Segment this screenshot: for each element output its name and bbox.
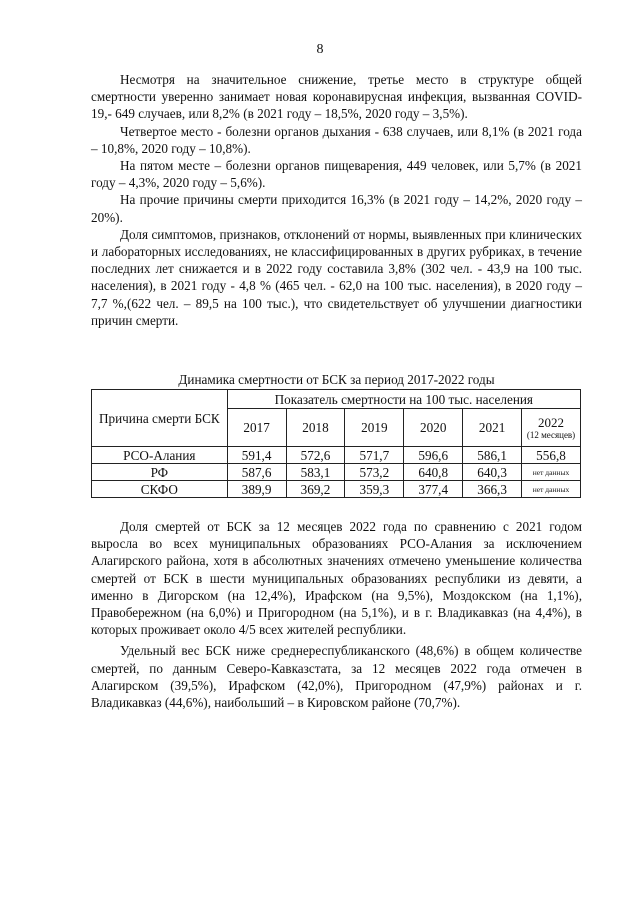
row-name: СКФО xyxy=(92,481,228,498)
cell-no-data: нет данных xyxy=(522,464,581,481)
text-block-bottom xyxy=(91,518,582,711)
cell-value: 583,1 xyxy=(286,464,345,481)
paragraph-bsk-weight: Удельный вес БСК ниже среднереспубликанского (48,6%) в общем количестве смертей, по данным Северо-Кавказстата, за 12 месяцев 2022 года отмечен в Алагирском (39,5%), Ирафском (42,0%), Пригородном (47,9%) районах и г. Владикавказ (44,6%), наибольший – в Кировском районе (70,7%). xyxy=(91,643,582,711)
year-header: 2019 xyxy=(345,409,404,447)
cell-value: 640,8 xyxy=(404,464,463,481)
paragraph-other-causes: На прочие причины смерти приходится 16,3% (в 2021 году – 14,2%, 2020 году – 20%). xyxy=(91,192,582,225)
row-name: РСО-Алания xyxy=(92,447,228,464)
year-note: (12 месяцев) xyxy=(526,430,576,441)
table-title: Динамика смертности от БСК за период 2017-2022 годы xyxy=(178,372,495,387)
cell-value: 571,7 xyxy=(345,447,404,464)
cell-value: 359,3 xyxy=(345,481,404,498)
row-name: РФ xyxy=(92,464,228,481)
year-header-2022 xyxy=(522,409,581,447)
year-header: 2021 xyxy=(463,409,522,447)
cell-value: 366,3 xyxy=(463,481,522,498)
text-block-top xyxy=(91,71,582,329)
cell-value: 556,8 xyxy=(522,447,581,464)
paragraph-covid: Несмотря на значительное снижение, третье место в структуре общей смертности уверенно занимает новая коронавирусная инфекция, вызванная COVID-19,- 649 случаев, или 8,2% (в 2021 году – 18,5%, 2020 году – 3,5%). xyxy=(91,72,582,122)
cell-value: 369,2 xyxy=(286,481,345,498)
cell-value: 389,9 xyxy=(227,481,286,498)
paragraph-bsk-share: Доля смертей от БСК за 12 месяцев 2022 года по сравнению с 2021 годом выросла во всех муниципальных образованиях РСО-Алания за исключением Алагирского района, хотя в абсолютных значениях отмечено уменьшение количества смертей от БСК в шести муниципальных образованиях республики из девяти, а именно в Дигорском (на 12,4%), Ирафском (на 9,5%), Моздокском (на 1,1%), Правобережном (на 6,0%) и Пригородном (на 5,1%), и в г. Владикавказ (на 4,4%), в которых проживает около 4/5 всех жителей республики. xyxy=(91,519,582,638)
paragraph-digestive: На пятом месте – болезни органов пищеварения, 449 человек, или 5,7% (в 2021 году – 4,3%, 2020 году – 5,6%). xyxy=(91,158,582,191)
year-header: 2017 xyxy=(227,409,286,447)
cell-value: 640,3 xyxy=(463,464,522,481)
page-number: 8 xyxy=(316,42,324,57)
cause-header: Причина смерти БСК xyxy=(92,390,228,447)
paragraph-symptoms: Доля симптомов, признаков, отклонений от нормы, выявленных при клинических и лабораторных исследованиях, не классифицированных в других рубриках, в течение последних лет снижается и в 2022 году составила 3,8% (302 чел. - 43,9 на 100 тыс. населения), в 2021 году - 4,8 % (465 чел. - 62,0 на 100 тыс. населения), в 2020 году – 7,7 %,(622 чел. – 89,5 на 100 тыс.), что свидетельствует об улучшении диагностики причин смерти. xyxy=(91,226,582,328)
year-header: 2020 xyxy=(404,409,463,447)
cell-value: 587,6 xyxy=(227,464,286,481)
table-row xyxy=(92,481,581,498)
year-header: 2018 xyxy=(286,409,345,447)
table-row xyxy=(92,447,581,464)
indicator-header: Показатель смертности на 100 тыс. населения xyxy=(227,390,580,409)
cell-value: 377,4 xyxy=(404,481,463,498)
cell-value: 572,6 xyxy=(286,447,345,464)
cell-value: 591,4 xyxy=(227,447,286,464)
year-label: 2022 xyxy=(538,415,565,431)
cell-value: 586,1 xyxy=(463,447,522,464)
cell-no-data: нет данных xyxy=(522,481,581,498)
table-row xyxy=(92,464,581,481)
mortality-table xyxy=(91,389,581,498)
cell-value: 596,6 xyxy=(404,447,463,464)
paragraph-respiratory: Четвертое место - болезни органов дыхания - 638 случаев, или 8,1% (в 2021 года – 10,8%, 2020 году – 10,8%). xyxy=(91,123,582,156)
cell-value: 573,2 xyxy=(345,464,404,481)
